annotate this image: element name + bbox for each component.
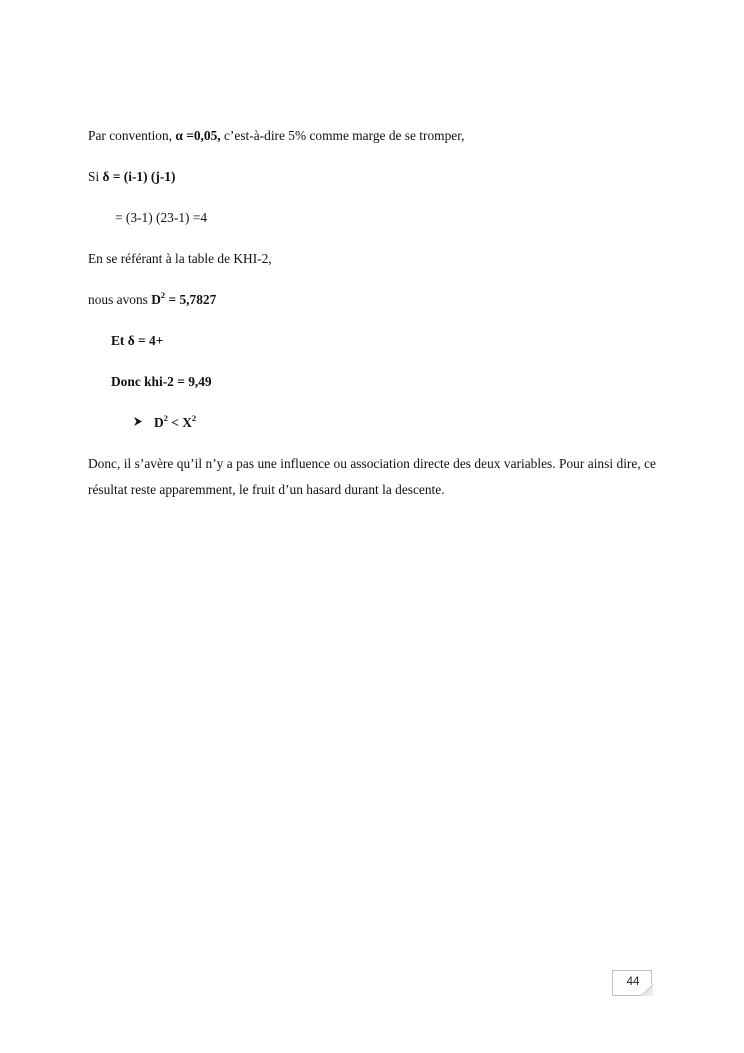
d2-value: = 5,7827 bbox=[165, 292, 217, 307]
comparison-bullet bbox=[133, 412, 197, 432]
delta-formula-line bbox=[88, 169, 175, 185]
table-reference: En se référant à la table de KHI-2, bbox=[88, 251, 272, 266]
alpha-value: α =0,05, bbox=[175, 128, 221, 143]
convention-line bbox=[88, 128, 465, 144]
delta-formula: δ = (i-1) (j-1) bbox=[102, 169, 176, 184]
delta-value: Et δ = 4+ bbox=[111, 333, 164, 348]
page-number: 44 bbox=[626, 976, 640, 988]
d2-symbol bbox=[151, 289, 166, 307]
conclusion-paragraph: Donc, il s’avère qu’il n’y a pas une influence ou association directe des deux variables. Pour ainsi dire, ce résultat reste apparemment, le fruit d’un hasard durant la descente. bbox=[88, 456, 656, 497]
d2-prefix: nous avons bbox=[88, 292, 152, 307]
arrow-bullet-svg bbox=[133, 416, 143, 427]
convention-prefix: Par convention, bbox=[88, 128, 176, 143]
table-reference-line bbox=[88, 251, 272, 267]
page-number-box bbox=[612, 970, 652, 996]
delta-value-line bbox=[111, 333, 163, 349]
d-base: D bbox=[154, 415, 164, 430]
d2-base: D bbox=[151, 292, 161, 307]
khi2-line bbox=[111, 374, 212, 390]
x-exponent: 2 bbox=[191, 412, 197, 423]
arrow-bullet-icon bbox=[133, 416, 144, 432]
delta-prefix: Si bbox=[88, 169, 103, 184]
khi2-value: Donc khi-2 = 9,49 bbox=[111, 374, 212, 389]
delta-calculation: = (3-1) (23-1) =4 bbox=[115, 210, 208, 225]
delta-calculation-line bbox=[115, 210, 207, 226]
convention-suffix: c’est-à-dire 5% comme marge de se tromper, bbox=[220, 128, 465, 143]
d2-value-line bbox=[88, 289, 217, 308]
comparison-operator: < bbox=[167, 415, 183, 430]
x-base: X bbox=[182, 415, 192, 430]
d2-exponent: 2 bbox=[160, 289, 166, 300]
d-exponent: 2 bbox=[163, 412, 168, 423]
